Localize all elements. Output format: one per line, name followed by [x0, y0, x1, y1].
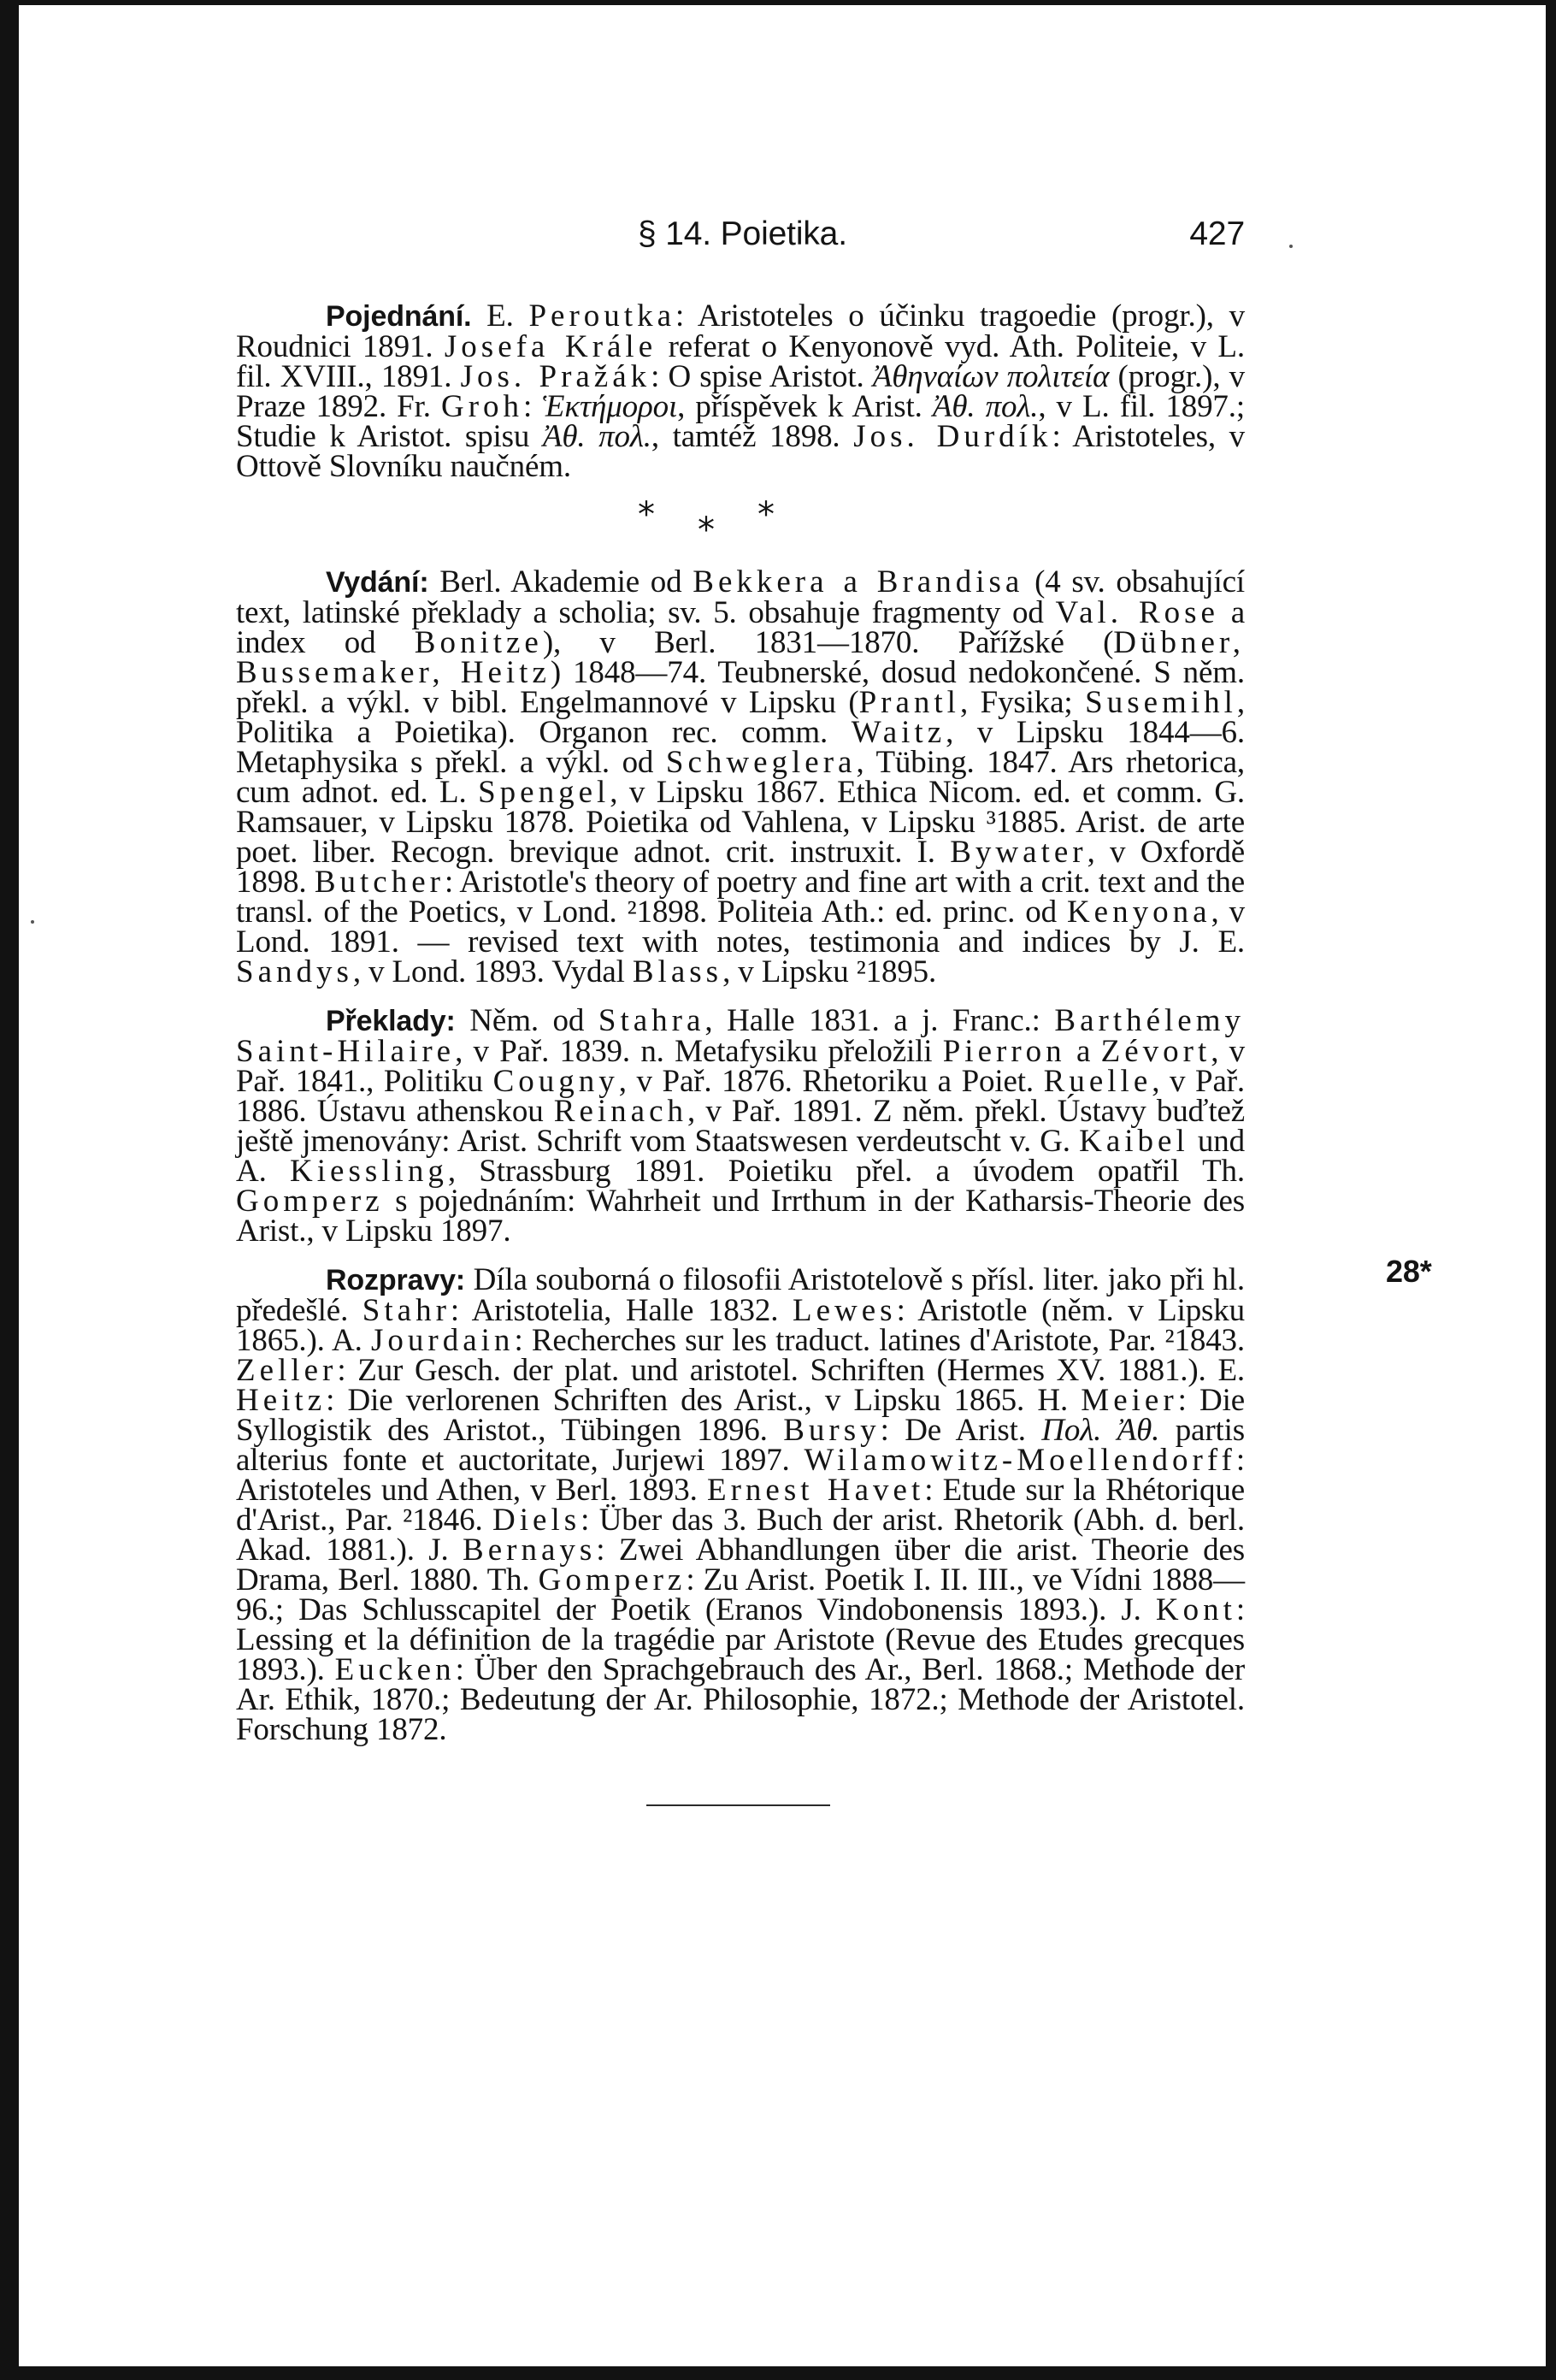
spaced-name: Bernays: [463, 1533, 597, 1568]
spaced-name: Bonitze: [414, 625, 543, 660]
spaced-name: Dübner, Bussemaker, Heitz: [236, 625, 1245, 690]
text-run: : Die verlorenen Schriften des Arist., v Lipsku 1865. H.: [326, 1383, 1082, 1418]
paragraph-pojednani: [236, 298, 1246, 484]
spaced-name: Meier: [1081, 1383, 1178, 1418]
spaced-name: Bekkera a Brandisa: [693, 564, 1024, 599]
book-page: [236, 216, 1432, 1806]
spaced-name: Val. Rose: [1055, 595, 1219, 630]
spaced-name: Gomperz: [538, 1562, 687, 1597]
spaced-name: Butcher: [314, 865, 445, 900]
text-run: , v Lond. 1891. — revised text with notes, testimonia and indices by J. E.: [236, 895, 1245, 960]
asterisk: *: [698, 511, 715, 550]
text-run: : Recherches sur les traduct. latines d'Aristote, Par. ²1843.: [514, 1323, 1245, 1358]
spaced-name: Spengel: [478, 775, 610, 810]
spaced-name: Zeller: [236, 1353, 338, 1388]
text-run: : Aristoteles und Athen, v Berl. 1893.: [236, 1443, 1245, 1508]
text-run: , příspěvek k Arist.: [677, 389, 933, 424]
running-head: [236, 216, 1245, 260]
spaced-name: Groh: [440, 389, 524, 424]
text-run: : Zwei Abhandlungen über die arist. Theorie des Drama, Berl. 1880. Th.: [236, 1533, 1245, 1597]
text-run: , v L. fil. 1897.; Studie k Aristot. spisu: [236, 389, 1246, 454]
scan-speck: [31, 920, 34, 924]
section-separator: [236, 495, 1245, 552]
spaced-name: Bursy: [783, 1413, 881, 1448]
text-run: , Halle 1831. a j. Franc.:: [704, 1003, 1055, 1038]
spaced-name: Ernest Havet: [706, 1473, 925, 1508]
end-rule: [646, 1804, 830, 1806]
scan-border-left: [0, 0, 19, 2380]
text-run: , Tübing. 1847. Ars rhetorica, cum adnot. ed. L.: [236, 745, 1245, 810]
spaced-name: Pierron: [942, 1034, 1066, 1069]
text-run: , v Pař. 1886. Ústavu athenskou: [236, 1064, 1246, 1129]
text-run: ) 1848—74. Teubnerské, dosud nedokončené. S něm. překl. a výkl. v bibl. Engelmannové v Lipsku (: [236, 655, 1245, 720]
spaced-name: Peroutka: [528, 298, 676, 334]
paragraph-lead: Překlady:: [326, 1005, 456, 1037]
greek-text: Ἀθηναίων πολιτεία: [872, 359, 1110, 394]
text-run: (progr.), v Praze 1892. Fr.: [236, 359, 1245, 424]
paragraph-lead: Rozpravy:: [326, 1264, 466, 1296]
scan-border-bottom: [0, 2366, 1556, 2380]
signature-mark: 28*: [1386, 1254, 1432, 1289]
spaced-name: Gomperz: [236, 1184, 384, 1219]
greek-text: Πολ. Ἀθ.: [1041, 1413, 1160, 1448]
spaced-name: Kont: [1155, 1592, 1236, 1627]
text-run: , v Lipsku 1867. Ethica Nicom. ed. et comm. G. Ramsauer, v Lipsku 1878. Poietika od Vahlena, v Lipsku ³1885. Arist. de arte poet. liber. Recogn. brevique adnot. crit. instruxit. I.: [236, 775, 1245, 870]
greek-text: Ἑκτήμοροι: [542, 389, 678, 424]
scan-border-right: [1546, 0, 1556, 2380]
text-run: : Zu Arist. Poetik I. II. III., ve Vídni 1888—96.; Das Schlusscapitel der Poetik (Eranos Vindobonensis 1893.). J.: [236, 1562, 1245, 1627]
section-title: § 14. Poietika.: [638, 216, 847, 252]
spaced-name: Diels: [492, 1503, 581, 1538]
text-run: : Aristoteles, v Ottově Slovníku naučném.: [236, 419, 1246, 484]
spaced-name: Heitz: [236, 1383, 327, 1418]
paragraph-preklady: [236, 1003, 1246, 1249]
spaced-name: Sandys: [236, 954, 353, 989]
spaced-name: Kenyona: [1066, 895, 1211, 930]
text-run: , v Lipsku 1844—6. Metaphysika s překl. a výkl. od: [236, 715, 1245, 780]
text-run: : Aristotle (něm. v Lipsku 1865.). A.: [236, 1293, 1246, 1358]
text-run: a index od: [236, 595, 1245, 660]
spaced-name: Schweglera: [665, 745, 857, 780]
text-run: : Aristotle's theory of poetry and fine art with a crit. text and the transl. of the Poetics, v Lond. ²1898. Politeia Ath.: ed. princ. od: [236, 865, 1245, 930]
text-run: : Über das 3. Buch der arist. Rhetorik (Abh. d. berl. Akad. 1881.). J.: [236, 1503, 1245, 1568]
spaced-name: Stahra: [598, 1003, 705, 1038]
text-run: a: [1065, 1034, 1101, 1069]
text-run: partis alterius fonte et auctoritate, Jurjewi 1897.: [236, 1413, 1245, 1478]
asterisk: *: [638, 495, 655, 534]
spaced-name: Cougny: [492, 1064, 619, 1099]
paragraph-vydani: [236, 564, 1246, 989]
greek-text: Ἀθ. πολ.: [542, 419, 651, 454]
scan-border-top: [0, 0, 1556, 5]
asterisk: *: [757, 495, 775, 534]
spaced-name: Blass: [632, 954, 723, 989]
greek-text: Ἀθ. πολ.: [932, 389, 1039, 424]
text-run: , Politika a Poietika). Organon rec. comm.: [236, 685, 1245, 750]
text-run: , v Pař. 1891. Z něm. překl. Ústavy buďtež ještě jmenovány: Arist. Schrift vom Staatswesen verdeutscht v. G.: [236, 1094, 1245, 1159]
spaced-name: Barthélemy Saint-Hilaire: [236, 1003, 1245, 1069]
text-run: Něm. od: [455, 1003, 598, 1038]
paragraph-lead: Pojednání.: [326, 300, 472, 333]
spaced-name: Waitz: [851, 715, 946, 750]
text-run: , tamtéž 1898.: [651, 419, 854, 454]
text-run: : Die Syllogistik des Aristot., Tübingen 1896.: [236, 1383, 1246, 1448]
text-run: : O spise Aristot.: [651, 359, 873, 394]
text-run: , v Pař. 1841., Politiku: [236, 1034, 1245, 1099]
text-run: : Etude sur la Rhétorique d'Arist., Par. ²1846.: [236, 1473, 1245, 1538]
text-run: , Strassburg 1891. Poietiku přel. a úvodem opatřil Th.: [447, 1154, 1245, 1189]
spaced-name: Josefa Krále: [444, 329, 657, 364]
text-run: , v Pař. 1839. n. Metafysiku přeložili: [455, 1034, 943, 1069]
spaced-name: Prantl: [858, 685, 960, 720]
text-run: : Zur Gesch. der plat. und aristotel. Schriften (Hermes XV. 1881.). E.: [337, 1353, 1245, 1388]
spaced-name: Reinach: [553, 1094, 688, 1129]
page-number: 427: [1189, 216, 1245, 252]
text-run: s pojednáním: Wahrheit und Irrthum in der Katharsis-Theorie des Arist., v Lipsku 1897.: [236, 1184, 1245, 1249]
text-run: und A.: [236, 1124, 1245, 1189]
text-run: :: [523, 389, 543, 424]
scan-speck: [1289, 245, 1293, 248]
spaced-name: Ruelle: [1043, 1064, 1152, 1099]
text-run: , v Lond. 1893. Vydal: [352, 954, 633, 989]
spaced-name: Kaibel: [1079, 1124, 1189, 1159]
text-run: : Aristotelia, Halle 1832.: [450, 1293, 793, 1328]
text-run: , v Lipsku ²1895.: [722, 954, 937, 989]
paragraph-rozpravy: [236, 1262, 1246, 1747]
paragraph-lead: Vydání:: [326, 566, 429, 599]
text-run: , v Oxfordě 1898.: [236, 835, 1245, 900]
spaced-name: Zévort: [1100, 1034, 1211, 1069]
spaced-name: Stahr: [362, 1293, 451, 1328]
spaced-name: Jos. Pražák: [460, 359, 651, 394]
text-run: Berl. Akademie od: [428, 564, 693, 599]
text-run: (4 sv. obsahující text, latinské překlady a scholia; sv. 5. obsahuje fragmenty od: [236, 564, 1246, 630]
text-run: E.: [471, 298, 529, 334]
text-run: Díla souborná o filosofii Aristotelově s přísl. liter. jako při hl. předešlé.: [236, 1262, 1245, 1328]
text-run: : Aristoteles o účinku tragoedie (progr.), v Roudnici 1891.: [236, 298, 1245, 364]
spaced-name: Bywater: [950, 835, 1087, 870]
spaced-name: Kiessling: [290, 1154, 448, 1189]
text-run: referat o Kenyonově vyd. Ath. Politeie, v L. fil. XVIII., 1891.: [236, 329, 1245, 394]
spaced-name: Wilamowitz-Moellendorff: [804, 1443, 1236, 1478]
text-run: ), v Berl. 1831—1870. Pařížské (: [542, 625, 1114, 660]
spaced-name: Jos. Durdík: [853, 419, 1052, 454]
text-run: , v Pař. 1876. Rhetoriku a Poiet.: [618, 1064, 1044, 1099]
spaced-name: Jourdain: [371, 1323, 515, 1358]
text-run: : Lessing et la définition de la tragédie par Aristote (Revue des Etudes grecques 1893.).: [236, 1592, 1245, 1687]
spaced-name: Lewes: [792, 1293, 897, 1328]
text-run: : De Arist.: [880, 1413, 1042, 1448]
spaced-name: Susemihl: [1085, 685, 1237, 720]
spaced-name: Eucken: [334, 1652, 456, 1687]
text-run: : Über den Sprachgebrauch des Ar., Berl. 1868.; Methode der Ar. Ethik, 1870.; Bedeutung der Ar. Philosophie, 1872.; Methode der Aristotel. Forschung 1872.: [236, 1652, 1245, 1747]
text-run: , Fysika;: [959, 685, 1086, 720]
